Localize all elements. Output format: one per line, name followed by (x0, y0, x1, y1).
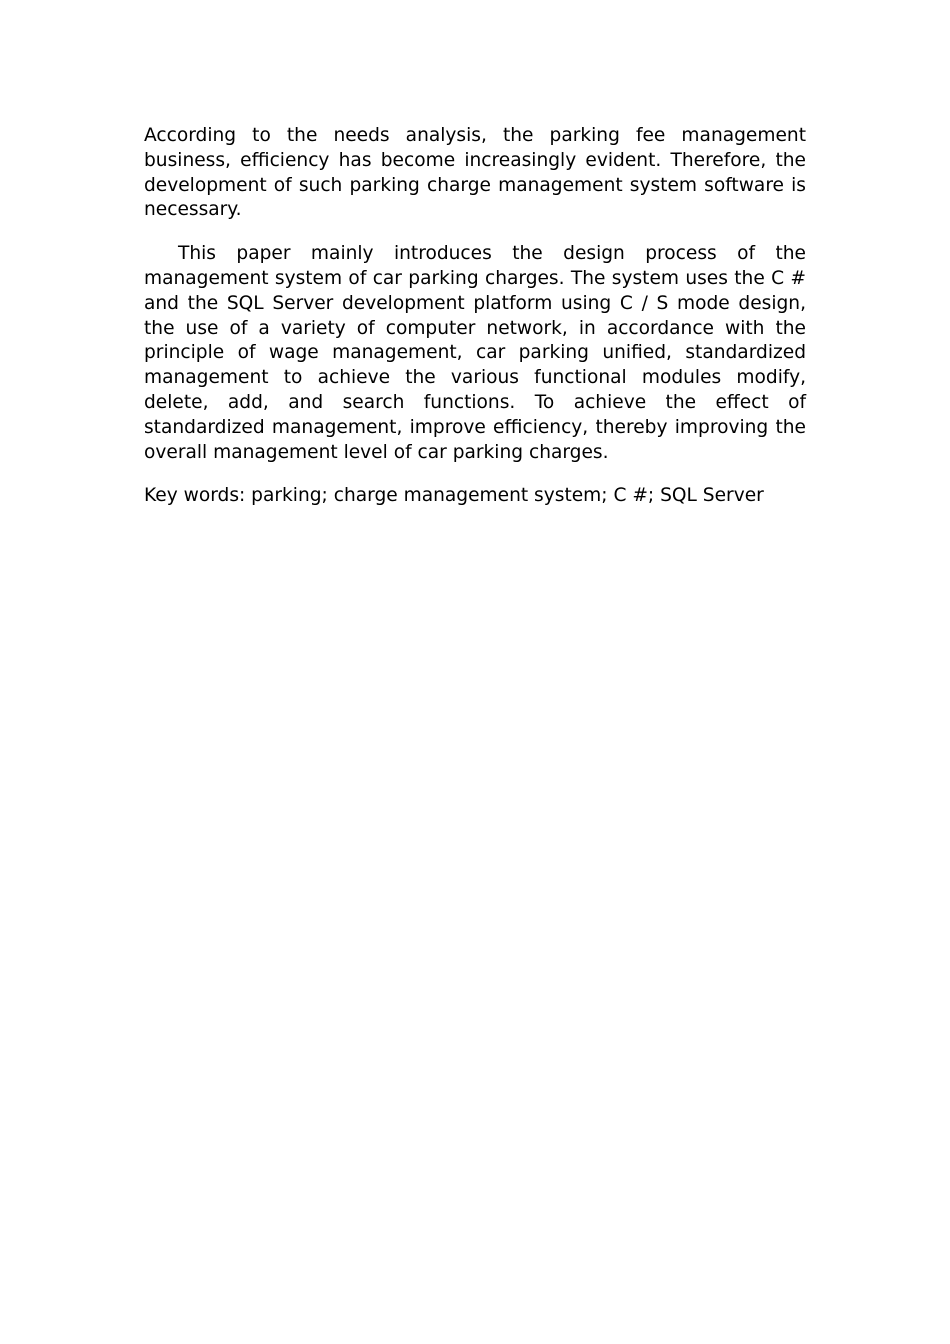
abstract-paragraph-main: This paper mainly introduces the design process of the management system of car parking charges. The system uses the C # and the SQL Server development platform using C / S mode design, the use of a variety of computer network, in accordance with the principle of wage management, car parking unified, standardized management to achieve the various functional modules modify, delete, add, and search functions. To achieve the effect of standardized management, improve efficiency, thereby improving the overall management level of car parking charges. (144, 243, 806, 463)
keywords-line: Key words: parking; charge management system; C #; SQL Server (144, 485, 764, 507)
abstract-paragraph-intro: According to the needs analysis, the parking fee management business, efficiency has become increasingly evident. Therefore, the development of such parking charge management system software is necessary. (144, 125, 806, 221)
abstract-body (144, 124, 806, 509)
